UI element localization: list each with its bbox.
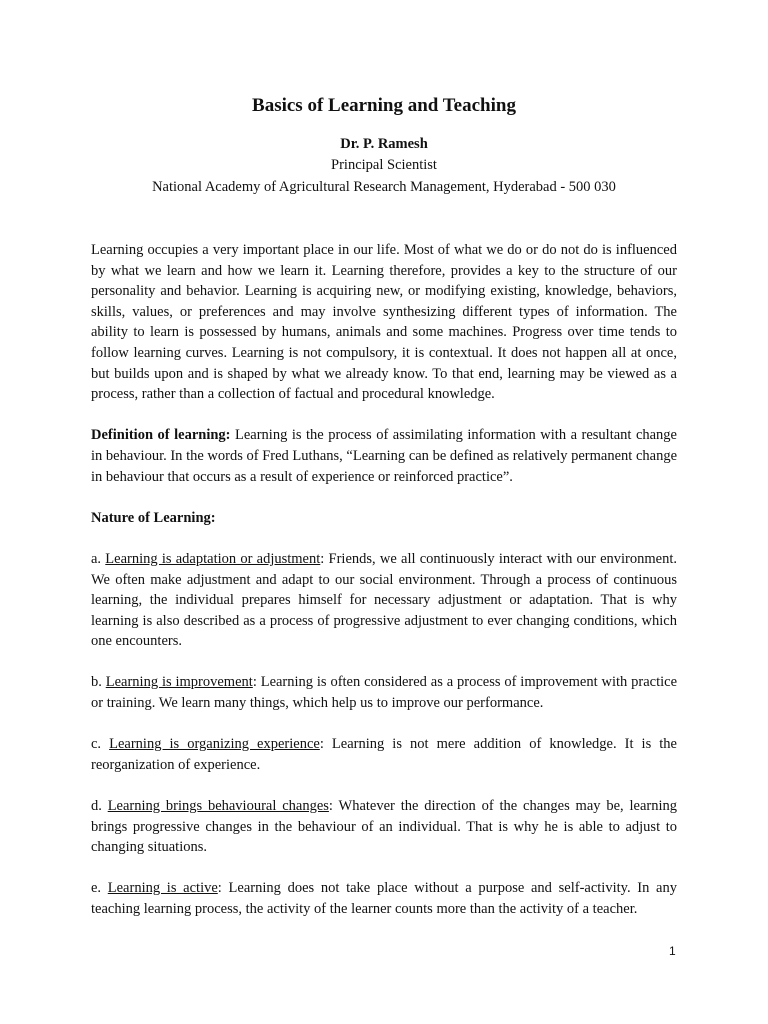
point-term: Learning is organizing experience xyxy=(109,736,320,753)
point-prefix: a. xyxy=(91,550,106,567)
document-title: Basics of Learning and Teaching xyxy=(252,95,516,116)
definition-paragraph xyxy=(91,425,677,487)
nature-point-e xyxy=(91,878,677,919)
point-term: Learning is adaptation or adjustment xyxy=(105,550,321,567)
point-prefix: b. xyxy=(91,674,106,691)
definition-text: Learning is the process of assimilating information with a resultant change in behaviour. In the words of Fred Luthans, “Learning can be defined as relatively permanent change in behaviour that occurs as a result of experience or reinforced practice”. xyxy=(91,427,677,485)
point-prefix: e. xyxy=(91,880,108,897)
nature-point-a xyxy=(91,549,677,652)
point-text: : Whatever the direction of the changes may be, learning brings progressive changes in the behaviour of an individual. That is why he is able to adjust to changing situations. xyxy=(91,798,677,856)
point-term: Learning is active xyxy=(107,880,218,897)
author-name: Dr. P. Ramesh xyxy=(340,136,428,152)
document-body xyxy=(91,240,677,940)
point-text: : Friends, we all continuously interact with our environment. We often make adjustment and adapt to our social environment. Through a process of continuous learning, the individual prepares himself for necessary adjustment or adaptation. That is why learning is also described as a process of progressive adjustment to ever changing conditions, which one encounters. xyxy=(91,550,677,650)
document-header xyxy=(0,94,768,198)
nature-point-b xyxy=(91,672,677,713)
point-term: Learning brings behavioural changes xyxy=(107,798,329,815)
author-affiliation: National Academy of Agricultural Research Management, Hyderabad - 500 030 xyxy=(152,179,616,195)
author-role: Principal Scientist xyxy=(331,157,437,173)
point-text: : Learning does not take place without a purpose and self-activity. In any teaching learning process, the activity of the learner counts more than the activity of a teacher. xyxy=(91,880,677,917)
point-text: : Learning is not mere addition of knowledge. It is the reorganization of experience. xyxy=(91,736,677,773)
point-term: Learning is improvement xyxy=(105,674,253,691)
definition-label: Definition of learning: xyxy=(91,427,231,444)
nature-heading: Nature of Learning: xyxy=(91,509,216,526)
nature-point-c xyxy=(91,734,677,775)
point-prefix: c. xyxy=(91,736,110,753)
intro-paragraph: Learning occupies a very important place in our life. Most of what we do or do not do is influenced by what we learn and how we learn it. Learning therefore, provides a key to the structure of our personality and behavior. Learning is acquiring new, or modifying existing, knowledge, behaviors, skills, values, or preferences and may involve synthesizing different types of information. The ability to learn is possessed by humans, animals and some machines. Progress over time tends to follow learning curves. Learning is not compulsory, it is contextual. It does not happen all at once, but builds upon and is shaped by what we already know. To that end, learning may be viewed as a process, rather than a collection of factual and procedural knowledge. xyxy=(91,242,677,403)
nature-point-d xyxy=(91,796,677,858)
point-text: : Learning is often considered as a process of improvement with practice or training. We learn many things, which help us to improve our performance. xyxy=(91,674,678,712)
page-number: 1 xyxy=(669,944,676,958)
point-prefix: d. xyxy=(91,798,108,815)
